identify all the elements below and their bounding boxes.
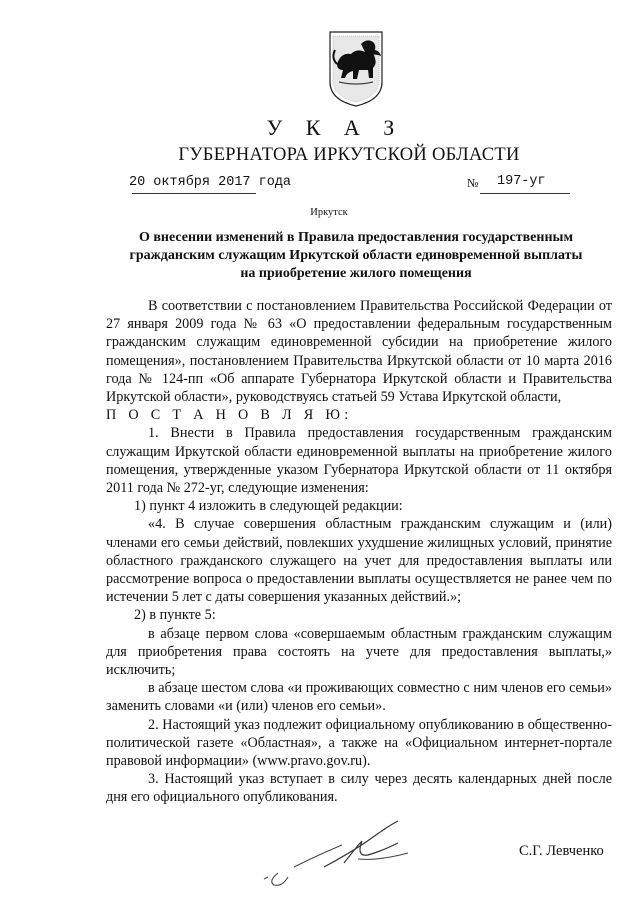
decree-word: П О С Т А Н О В Л Я Ю: [106, 407, 353, 424]
document-number: 197-уг [497, 174, 546, 189]
document-heading [96, 229, 616, 282]
number-label: № [467, 176, 479, 190]
item-4-new-text: «4. В случае совершения областным гражданским служащим и (или) членами его семьи действий, повлекших ухудшение жилищных условий, принятие областного гражданского служащего на учет для предоставления выплаты или рассмотрение вопроса о предоставлении выплаты осуществляется не ранее чем по истечении 5 лет с даты совершения указанных действий.»; [106, 516, 612, 606]
preamble-paragraph: В соответствии с постановлением Правительства Российской Федерации от 27 января 2009 года № 63 «О предоставлении федеральным государственным гражданским служащим единовременной субсидии на приобретение жилого помещения», постановлением Правительства Иркутской области от 10 марта 2016 года № 124-пп «Об аппарате Губернатора Иркутской области и Правительства Иркутской области», руководствуясь статьей 59 Устава Иркутской области, [106, 298, 612, 406]
signatory-name: С.Г. Левченко [519, 843, 604, 859]
number-underline [480, 193, 570, 194]
item-1-2-heading: 2) в пункте 5: [134, 607, 216, 624]
date-underline [132, 193, 256, 194]
item-2-paragraph: 2. Настоящий указ подлежит официальному опубликованию в общественно-политической газете «Областная», а также на «Официальном интернет-портале правовой информации» (www.pravo.gov.ru). [106, 716, 612, 770]
document-type-title: У К А З [266, 115, 404, 140]
item-1-1-heading: 1) пункт 4 изложить в следующей редакции: [134, 498, 403, 515]
heading-line: на приобретение жилого помещения [240, 265, 472, 281]
item-1-paragraph: 1. Внести в Правила предоставления государственным гражданским служащим Иркутской области единовременной выплаты на приобретение жилого помещения, утвержденные указом Губернатора Иркутской области от 11 октября 2011 года № 272-уг, следующие изменения: [106, 425, 612, 497]
issuer-title: ГУБЕРНАТОРА ИРКУТСКОЙ ОБЛАСТИ [178, 145, 520, 165]
heading-line: гражданским служащим Иркутской области единовременной выплаты [129, 247, 583, 263]
item-5-paragraph-a: в абзаце первом слова «совершаемым областным гражданским служащим для приобретения права состоять на учете для предоставления выплаты,» исключить; [106, 625, 612, 679]
coat-of-arms-emblem [327, 30, 385, 108]
heading-line: О внесении изменений в Правила предоставления государственным [138, 230, 573, 245]
item-3-paragraph: 3. Настоящий указ вступает в силу через десять календарных дней после дня его официального опубликования. [106, 771, 612, 806]
document-date: 20 октября 2017 года [129, 175, 292, 190]
handwritten-signature [258, 815, 438, 890]
item-5-paragraph-b: в абзаце шестом слова «и проживающих совместно с ним членов его семьи» заменить словами «и (или) членов его семьи». [106, 680, 612, 715]
document-body [106, 297, 612, 807]
city-name: Иркутск [310, 207, 348, 218]
